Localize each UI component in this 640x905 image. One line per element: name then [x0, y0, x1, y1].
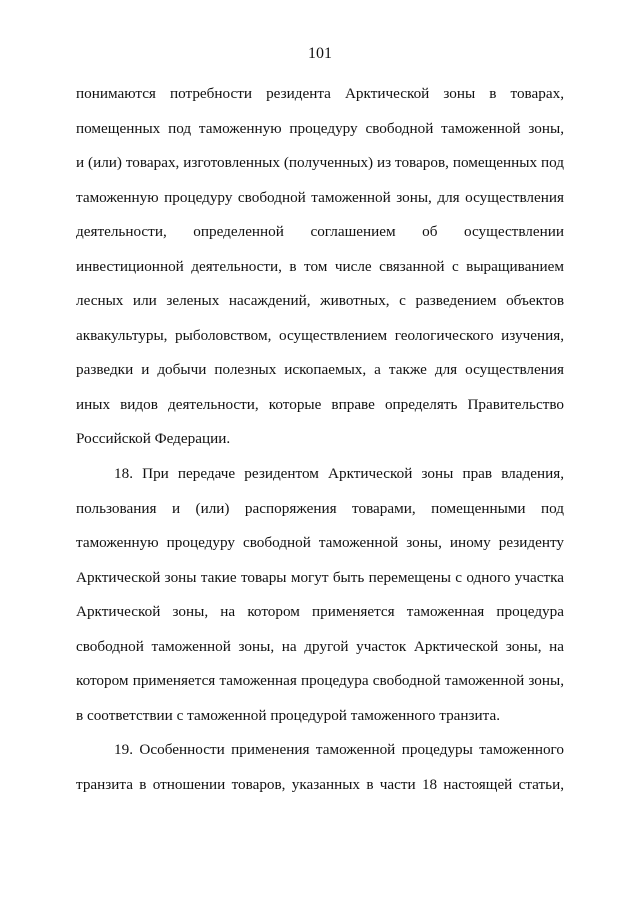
text-line: инвестиционной деятельности, в том числе связанной с выращиванием: [76, 257, 564, 275]
text-line: Арктической зоны, на котором применяется таможенная процедура: [76, 603, 564, 620]
text-line: Арктической зоны такие товары могут быть перемещены с одного участка: [76, 568, 564, 586]
text-line: иных видов деятельности, которые вправе определять Правительство: [76, 395, 564, 413]
text-line: таможенную процедуру свободной таможенной зоны, для осуществления: [76, 188, 564, 206]
paragraph-continuation: [76, 84, 564, 464]
text-line: разведки и добычи полезных ископаемых, а также для осуществления: [76, 361, 564, 378]
text-line: аквакультуры, рыболовством, осуществлением геологического изучения,: [76, 326, 564, 344]
text-line: понимаются потребности резидента Арктической зоны в товарах,: [76, 85, 564, 102]
text-line: Российской Федерации.: [76, 430, 231, 447]
text-line: пользования и (или) распоряжения товарами, помещенными под: [76, 499, 564, 517]
paragraph-item-18: [76, 464, 564, 740]
text-line: в соответствии с таможенной процедурой таможенного транзита.: [76, 706, 501, 724]
text-line: таможенную процедуру свободной таможенной зоны, иному резиденту: [76, 534, 564, 551]
text-line: 19. Особенности применения таможенной процедуры таможенного: [114, 741, 564, 758]
text-line: 18. При передаче резидентом Арктической зоны прав владения,: [114, 465, 564, 482]
text-line: деятельности, определенной соглашением об осуществлении: [76, 223, 564, 240]
text-line: лесных или зеленых насаждений, животных, с разведением объектов: [76, 292, 564, 309]
text-line: помещенных под таможенную процедуру свободной таможенной зоны,: [76, 119, 564, 137]
text-line: транзита в отношении товаров, указанных в части 18 настоящей статьи,: [76, 775, 564, 793]
text-line: и (или) товарах, изготовленных (полученных) из товаров, помещенных под: [76, 154, 564, 171]
paragraph-item-19: [76, 740, 564, 809]
text-line: котором применяется таможенная процедура свободной таможенной зоны,: [76, 672, 564, 689]
page-number: 101: [308, 45, 332, 62]
text-line: свободной таможенной зоны, на другой участок Арктической зоны, на: [76, 637, 564, 655]
